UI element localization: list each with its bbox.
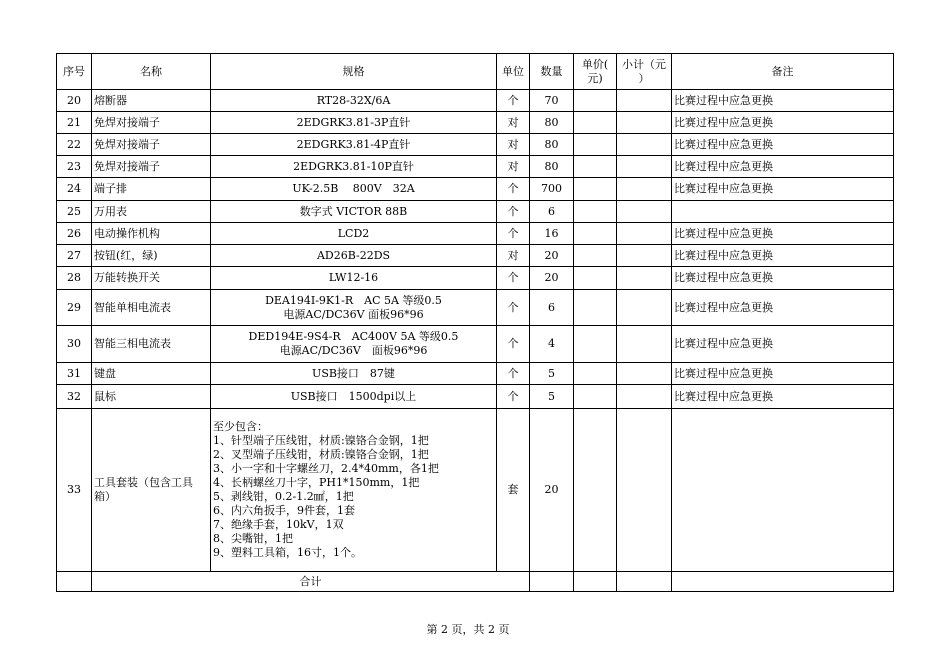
header-row <box>57 54 894 90</box>
cell-note: 比赛过程中应急更换 <box>672 156 894 178</box>
cell-price <box>574 201 617 223</box>
cell-subtotal <box>617 385 672 409</box>
cell-note: 比赛过程中应急更换 <box>672 223 894 245</box>
cell-unit: 个 <box>497 267 530 290</box>
cell-qty: 6 <box>530 201 574 223</box>
total-cell <box>672 572 894 592</box>
cell-note: 比赛过程中应急更换 <box>672 178 894 201</box>
cell-unit: 套 <box>497 409 530 572</box>
cell-subtotal <box>617 112 672 134</box>
cell-name: 工具套装（包含工具箱） <box>92 409 211 572</box>
cell-subtotal <box>617 90 672 112</box>
cell-spec: LCD2 <box>211 223 497 245</box>
cell-seq: 26 <box>57 223 92 245</box>
cell-qty: 16 <box>530 223 574 245</box>
header-seq: 序号 <box>57 54 92 90</box>
page-footer: 第 2 页，共 2 页 <box>426 623 510 636</box>
cell-spec: USB接口 87键 <box>211 363 497 385</box>
cell-unit: 个 <box>497 385 530 409</box>
cell-note: 比赛过程中应急更换 <box>672 134 894 156</box>
table-row <box>57 385 894 409</box>
cell-name: 按钮(红，绿) <box>92 245 211 267</box>
cell-note: 比赛过程中应急更换 <box>672 290 894 326</box>
cell-spec: UK-2.5B 800V 32A <box>211 178 497 201</box>
cell-unit: 个 <box>497 290 530 326</box>
cell-seq: 24 <box>57 178 92 201</box>
cell-seq: 30 <box>57 326 92 363</box>
cell-name: 免焊对接端子 <box>92 112 211 134</box>
cell-price <box>574 267 617 290</box>
cell-subtotal <box>617 156 672 178</box>
cell-qty: 80 <box>530 134 574 156</box>
cell-subtotal <box>617 178 672 201</box>
cell-name: 免焊对接端子 <box>92 134 211 156</box>
cell-subtotal <box>617 267 672 290</box>
cell-unit: 对 <box>497 245 530 267</box>
total-cell <box>530 572 574 592</box>
table-row <box>57 326 894 363</box>
cell-seq: 21 <box>57 112 92 134</box>
cell-qty: 5 <box>530 385 574 409</box>
header-price: 单价( 元) <box>574 54 617 90</box>
table-row <box>57 201 894 223</box>
cell-seq: 22 <box>57 134 92 156</box>
cell-name: 免焊对接端子 <box>92 156 211 178</box>
cell-name: 鼠标 <box>92 385 211 409</box>
cell-name: 万用表 <box>92 201 211 223</box>
table-row <box>57 156 894 178</box>
total-row <box>57 572 894 592</box>
cell-subtotal <box>617 409 672 572</box>
cell-price <box>574 112 617 134</box>
cell-spec: 2EDGRK3.81-3P直针 <box>211 112 497 134</box>
cell-spec: 2EDGRK3.81-4P直针 <box>211 134 497 156</box>
table-row <box>57 223 894 245</box>
cell-spec: AD26B-22DS <box>211 245 497 267</box>
cell-qty: 80 <box>530 156 574 178</box>
cell-spec: 至少包含： 1、针型端子压线钳，材质:镍铬合金钢，1把 2、叉型端子压线钳，材质:镍铬合金钢，1把 3、小一字和十字螺丝刀，2.4*40mm，各1把 4、长柄螺丝刀十字，PH1*150mm，1把 5、剥线钳，0.2-1.2㎟，1把 6、内六角扳手，9件套，1套 7、绝缘手套，10kV，1双 8、尖嘴钳，1把 9、塑料工具箱，16寸，1个。 <box>211 409 497 572</box>
cell-price <box>574 363 617 385</box>
cell-seq: 33 <box>57 409 92 572</box>
cell-subtotal <box>617 326 672 363</box>
table-row <box>57 267 894 290</box>
cell-seq: 27 <box>57 245 92 267</box>
cell-qty: 70 <box>530 90 574 112</box>
cell-qty: 20 <box>530 245 574 267</box>
cell-price <box>574 90 617 112</box>
cell-unit: 对 <box>497 134 530 156</box>
cell-subtotal <box>617 290 672 326</box>
cell-seq: 29 <box>57 290 92 326</box>
cell-seq: 32 <box>57 385 92 409</box>
materials-table <box>56 53 894 592</box>
cell-price <box>574 245 617 267</box>
cell-unit: 个 <box>497 223 530 245</box>
header-spec: 规格 <box>211 54 497 90</box>
cell-note: 比赛过程中应急更换 <box>672 112 894 134</box>
cell-unit: 个 <box>497 326 530 363</box>
cell-seq: 31 <box>57 363 92 385</box>
total-cell <box>617 572 672 592</box>
cell-subtotal <box>617 223 672 245</box>
cell-seq: 23 <box>57 156 92 178</box>
cell-name: 电动操作机构 <box>92 223 211 245</box>
cell-note: 比赛过程中应急更换 <box>672 90 894 112</box>
cell-spec: RT28-32X/6A <box>211 90 497 112</box>
cell-spec: USB接口 1500dpi以上 <box>211 385 497 409</box>
cell-price <box>574 178 617 201</box>
cell-price <box>574 134 617 156</box>
table-row <box>57 245 894 267</box>
cell-unit: 对 <box>497 112 530 134</box>
cell-subtotal <box>617 363 672 385</box>
cell-note: 比赛过程中应急更换 <box>672 245 894 267</box>
cell-spec: 2EDGRK3.81-10P直针 <box>211 156 497 178</box>
table-row <box>57 112 894 134</box>
cell-price <box>574 290 617 326</box>
cell-note <box>672 409 894 572</box>
cell-name: 万能转换开关 <box>92 267 211 290</box>
cell-price <box>574 409 617 572</box>
cell-subtotal <box>617 201 672 223</box>
total-seq-cell <box>57 572 92 592</box>
table-row <box>57 290 894 326</box>
header-note: 备注 <box>672 54 894 90</box>
total-label: 合计 <box>92 572 530 592</box>
cell-price <box>574 385 617 409</box>
cell-price <box>574 326 617 363</box>
cell-seq: 25 <box>57 201 92 223</box>
cell-spec: DED194E-9S4-R AC400V 5A 等级0.5 电源AC/DC36V 面板96*96 <box>211 326 497 363</box>
cell-note <box>672 201 894 223</box>
cell-name: 键盘 <box>92 363 211 385</box>
cell-note: 比赛过程中应急更换 <box>672 267 894 290</box>
cell-note: 比赛过程中应急更换 <box>672 326 894 363</box>
cell-note: 比赛过程中应急更换 <box>672 363 894 385</box>
cell-qty: 700 <box>530 178 574 201</box>
cell-name: 智能三相电流表 <box>92 326 211 363</box>
cell-unit: 个 <box>497 363 530 385</box>
cell-qty: 5 <box>530 363 574 385</box>
header-qty: 数量 <box>530 54 574 90</box>
cell-unit: 个 <box>497 90 530 112</box>
total-cell <box>574 572 617 592</box>
cell-qty: 20 <box>530 267 574 290</box>
cell-name: 端子排 <box>92 178 211 201</box>
table-row <box>57 178 894 201</box>
header-subtotal: 小计（元 ） <box>617 54 672 90</box>
table-row <box>57 363 894 385</box>
cell-unit: 对 <box>497 156 530 178</box>
cell-spec: DEA194I-9K1-R AC 5A 等级0.5 电源AC/DC36V 面板96*96 <box>211 290 497 326</box>
cell-qty: 20 <box>530 409 574 572</box>
cell-unit: 个 <box>497 201 530 223</box>
cell-price <box>574 223 617 245</box>
cell-note: 比赛过程中应急更换 <box>672 385 894 409</box>
table-row <box>57 409 894 572</box>
cell-spec: 数字式 VICTOR 88B <box>211 201 497 223</box>
cell-unit: 个 <box>497 178 530 201</box>
cell-qty: 80 <box>530 112 574 134</box>
cell-seq: 20 <box>57 90 92 112</box>
cell-subtotal <box>617 245 672 267</box>
cell-subtotal <box>617 134 672 156</box>
cell-spec: LW12-16 <box>211 267 497 290</box>
cell-qty: 6 <box>530 290 574 326</box>
table-row <box>57 134 894 156</box>
cell-qty: 4 <box>530 326 574 363</box>
header-unit: 单位 <box>497 54 530 90</box>
cell-price <box>574 156 617 178</box>
table-row <box>57 90 894 112</box>
cell-seq: 28 <box>57 267 92 290</box>
header-name: 名称 <box>92 54 211 90</box>
cell-name: 熔断器 <box>92 90 211 112</box>
cell-name: 智能单相电流表 <box>92 290 211 326</box>
